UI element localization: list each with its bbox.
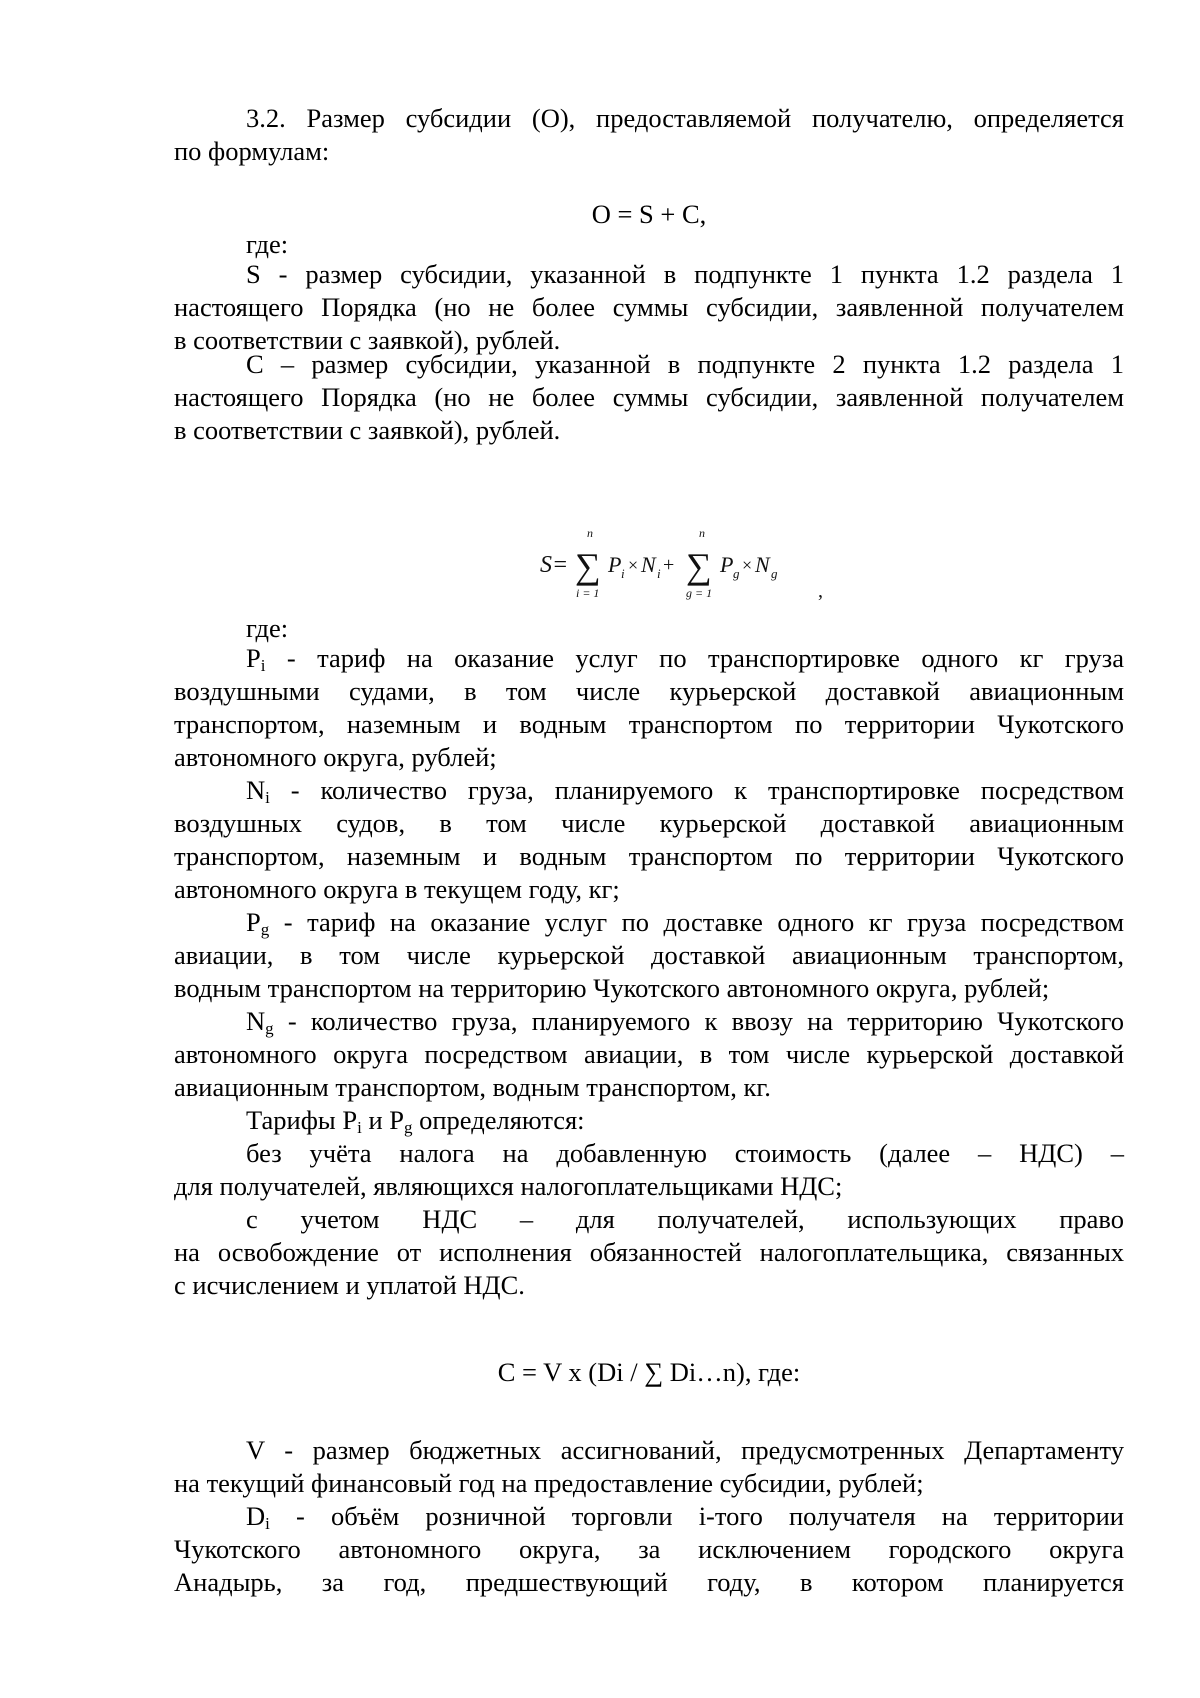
definition-pi: [174, 642, 1124, 774]
where-label-2: [174, 612, 1124, 645]
text-segment: - тариф на оказание услуг по транспортировке одного кг груза: [265, 643, 1124, 673]
text-line: с учетом НДС – для получателей, использующих право: [246, 1204, 1124, 1234]
text-segment: Тарифы: [246, 1105, 343, 1135]
formula-text: C = V x (Di / ∑ Di…n), где:: [497, 1357, 801, 1387]
definition-s: [174, 258, 1124, 357]
text-line: [174, 642, 1124, 675]
symbol-subscript: g: [404, 1118, 413, 1137]
text-line: [174, 1500, 1124, 1533]
term-2-p-sub: g: [733, 566, 740, 581]
sum-1-lower: i = 1: [576, 586, 600, 600]
text-line: без учёта налога на добавленную стоимость (далее – НДС) –: [246, 1138, 1124, 1168]
text-line: настоящего Порядка (но не более суммы субсидии, заявленной получателем: [174, 382, 1124, 412]
with-vat-paragraph: [174, 1203, 1124, 1302]
text-line: воздушными судами, в том числе курьерской доставкой авиационным: [174, 676, 1124, 706]
text-line: для получателей, являющихся налогоплательщиками НДС;: [174, 1171, 843, 1201]
formula-trailing-comma: ,: [818, 580, 823, 602]
formula-o: [174, 198, 1124, 231]
sum-2-symbol: ∑: [686, 546, 712, 586]
term-2-n-sub: g: [771, 566, 778, 581]
text-line: на освобождение от исполнения обязанностей налогоплательщика, связанных: [174, 1237, 1124, 1267]
tariffs-paragraph: [174, 1104, 1124, 1137]
text-line: где:: [246, 613, 289, 643]
no-vat-paragraph: [174, 1137, 1124, 1203]
symbol: N: [246, 1006, 266, 1036]
symbol: P: [246, 907, 261, 937]
text-line: авиации, в том числе курьерской доставкой авиационным транспортом,: [174, 940, 1124, 970]
text-segment: - количество груза, планируемого к ввозу на территорию Чукотского: [273, 1006, 1124, 1036]
where-label-1: [174, 228, 1124, 261]
text-line: водным транспортом на территорию Чукотского автономного округа, рублей;: [174, 973, 1050, 1003]
symbol-subscript: g: [260, 920, 270, 939]
definition-pg: [174, 906, 1124, 1005]
text-line: настоящего Порядка (но не более суммы субсидии, заявленной получателем: [174, 292, 1124, 322]
text-line: где:: [246, 229, 289, 259]
sum-1-upper: n: [587, 526, 593, 540]
text-line: автономного округа в текущем году, кг;: [174, 874, 620, 904]
paragraph-3-2: [174, 102, 1124, 168]
term-1-p: P: [608, 552, 622, 577]
term-2-n: N: [755, 552, 770, 577]
plus-sign: +: [663, 554, 675, 576]
formula-s: [540, 525, 860, 605]
text-segment: - тариф на оказание услуг по доставке одного кг груза посредством: [269, 907, 1124, 937]
text-line: на текущий финансовый год на предоставление субсидии, рублей;: [174, 1468, 924, 1498]
text-line: с исчислением и уплатой НДС.: [174, 1270, 525, 1300]
formula-text: O = S + C,: [591, 199, 707, 229]
symbol: P: [246, 643, 261, 673]
symbol-subscript: i: [260, 656, 266, 675]
text-segment: и: [361, 1105, 390, 1135]
symbol-subscript: i: [265, 788, 270, 807]
text-line: в соответствии с заявкой), рублей.: [174, 415, 561, 445]
formula-c: [174, 1356, 1124, 1389]
symbol-subscript: i: [357, 1118, 362, 1137]
text-line: в соответствии с заявкой), рублей.: [174, 325, 561, 355]
sum-2-lower: g = 1: [686, 586, 713, 600]
term-1-n-sub: i: [657, 566, 661, 581]
sum-2-upper: n: [699, 526, 705, 540]
symbol: D: [246, 1501, 266, 1531]
text-line: Анадырь, за год, предшествующий году, в котором планируется: [174, 1567, 1124, 1597]
term-1-p-sub: i: [621, 566, 625, 581]
definition-ni: [174, 774, 1124, 906]
term-1-n: N: [641, 552, 656, 577]
text-segment: определяются:: [412, 1105, 585, 1135]
times-2: ×: [742, 555, 753, 575]
text-line: автономного округа посредством авиации, в том числе курьерской доставкой: [174, 1039, 1124, 1069]
sum-1-symbol: ∑: [575, 546, 601, 586]
text-segment: - количество груза, планируемого к транспортировке посредством: [269, 775, 1124, 805]
text-line: S - размер субсидии, указанной в подпункте 1 пункта 1.2 раздела 1: [246, 259, 1124, 289]
text-line: воздушных судов, в том числе курьерской доставкой авиационным: [174, 808, 1124, 838]
text-line: автономного округа, рублей;: [174, 742, 497, 772]
symbol: P: [389, 1105, 404, 1135]
text-line: V - размер бюджетных ассигнований, предусмотренных Департаменту: [246, 1435, 1124, 1465]
term-2-p: P: [720, 552, 734, 577]
symbol-subscript: i: [265, 1514, 270, 1533]
text-line: транспортом, наземным и водным транспортом по территории Чукотского: [174, 709, 1124, 739]
times-1: ×: [628, 555, 639, 575]
definition-c: [174, 348, 1124, 447]
text-line: транспортом, наземным и водным транспортом по территории Чукотского: [174, 841, 1124, 871]
definition-ng: [174, 1005, 1124, 1104]
symbol: N: [246, 775, 266, 805]
text-line: [174, 774, 1124, 807]
text-line: [174, 1104, 1124, 1137]
text-line: по формулам:: [174, 136, 330, 166]
text-line: С – размер субсидии, указанной в подпункте 2 пункта 1.2 раздела 1: [246, 349, 1124, 379]
symbol-subscript: g: [265, 1019, 274, 1038]
text-line: авиационным транспортом, водным транспортом, кг.: [174, 1072, 771, 1102]
text-line: [174, 906, 1124, 939]
text-line: 3.2. Размер субсидии (О), предоставляемой получателю, определяется: [246, 103, 1124, 133]
definition-v: [174, 1434, 1124, 1500]
text-line: [174, 1005, 1124, 1038]
symbol: P: [342, 1105, 358, 1135]
text-line: Чукотского автономного округа, за исключением городского округа: [174, 1534, 1124, 1564]
formula-lhs: S=: [540, 552, 569, 578]
text-segment: - объём розничной торговли i-того получателя на территории: [269, 1501, 1124, 1531]
definition-di: [174, 1500, 1124, 1599]
